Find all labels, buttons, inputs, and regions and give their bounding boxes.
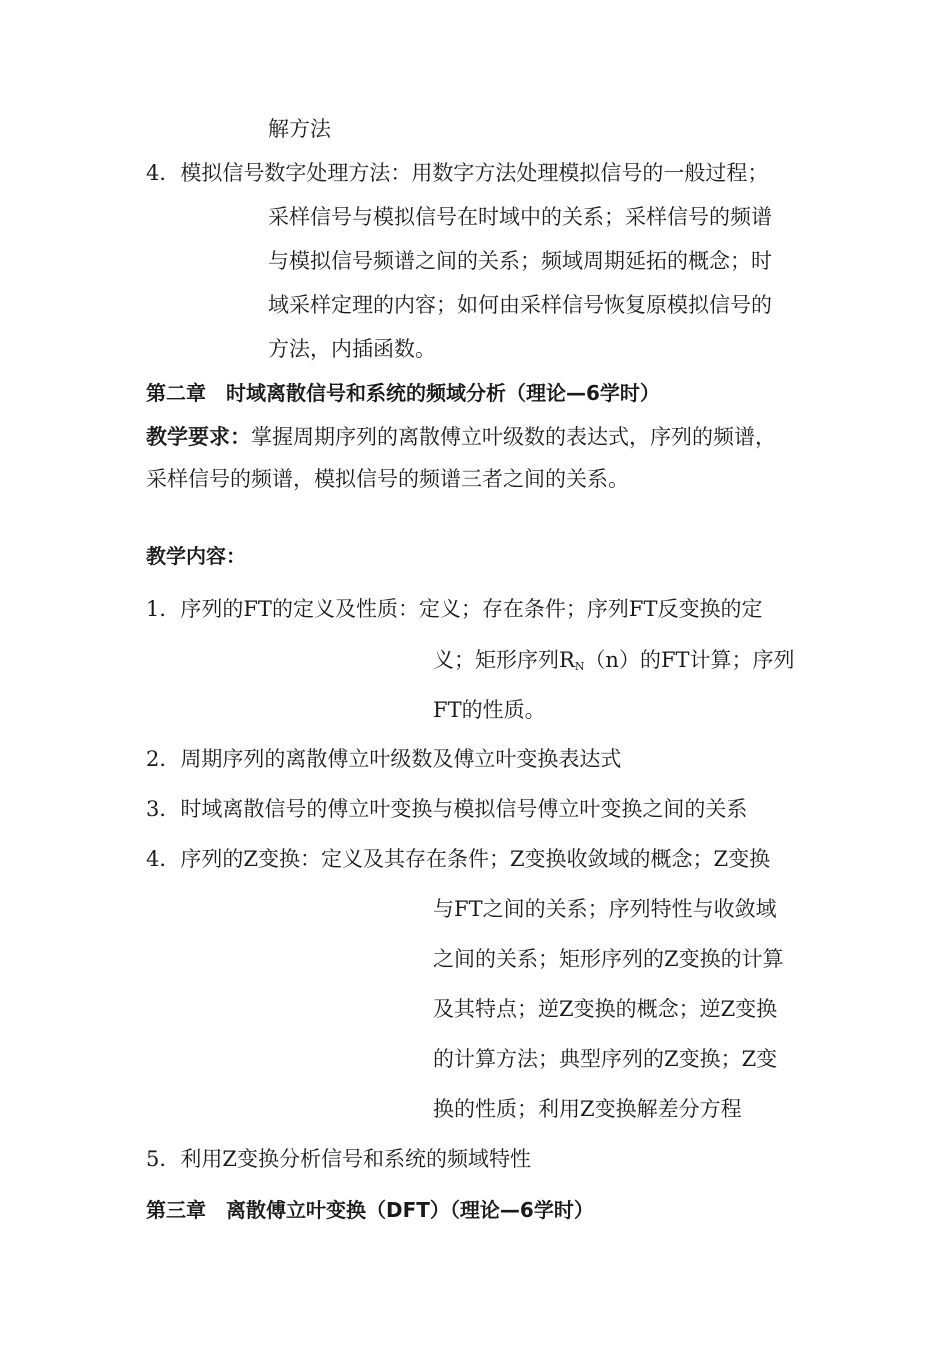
teaching-requirements-text: 掌握周期序列的离散傅立叶级数的表达式，序列的频谱， [251, 425, 776, 449]
ch2-item1-text: （n）的FT计算；序列 [584, 648, 795, 672]
item-number: 4． [146, 161, 181, 185]
ch1-item4-line: 域采样定理的内容；如何由采样信号恢复原模拟信号的 [268, 293, 772, 317]
teaching-requirements-line [146, 427, 776, 448]
ch1-item4-line: 与模拟信号频谱之间的关系；频域周期延拓的概念；时 [268, 249, 772, 273]
ch2-item5: 5．利用Z变换分析信号和系统的频域特性 [146, 1147, 531, 1171]
ch1-item4-heading [146, 163, 768, 184]
ch2-item3: 3．时域离散信号的傅立叶变换与模拟信号傅立叶变换之间的关系 [146, 797, 748, 821]
teaching-content-label: 教学内容： [146, 544, 246, 568]
teaching-requirements-label: 教学要求： [146, 425, 251, 449]
ch1-text-line: 解方法 [268, 117, 331, 141]
ch1-item4-line: 采样信号与模拟信号在时域中的关系；采样信号的频谱 [268, 205, 772, 229]
chapter-3-heading: 第三章 离散傅立叶变换（DFT）（理论—6学时） [146, 1198, 594, 1222]
item-title: 模拟信号数字处理方法：用数字方法处理模拟信号的一般过程； [180, 161, 769, 185]
ch2-item4-line: 及其特点；逆Z变换的概念；逆Z变换 [433, 997, 778, 1021]
ch2-item1-text: 义；矩形序列R [433, 648, 575, 672]
ch2-item4-heading: 4．序列的Z变换：定义及其存在条件；Z变换收敛域的概念；Z变换 [146, 847, 771, 871]
ch2-item4-line: 与FT之间的关系；序列特性与收敛域 [433, 897, 777, 921]
ch2-item1-line [433, 650, 795, 672]
ch2-item4-line: 之间的关系；矩形序列的Z变换的计算 [433, 947, 784, 971]
subscript-n: N [574, 660, 585, 673]
ch2-item2: 2．周期序列的离散傅立叶级数及傅立叶变换表达式 [146, 747, 622, 771]
chapter-2-heading: 第二章 时域离散信号和系统的频域分析（理论—6学时） [146, 381, 660, 405]
ch1-item4-line: 方法，内插函数。 [268, 337, 436, 361]
ch2-item1-heading: 1．序列的FT的定义及性质：定义；存在条件；序列FT反变换的定 [146, 597, 763, 621]
teaching-requirements-text: 采样信号的频谱，模拟信号的频谱三者之间的关系。 [146, 467, 629, 491]
ch2-item4-line: 换的性质；利用Z变换解差分方程 [433, 1097, 742, 1121]
ch2-item1-line: FT的性质。 [433, 698, 546, 722]
ch2-item4-line: 的计算方法；典型序列的Z变换；Z变 [433, 1047, 778, 1071]
